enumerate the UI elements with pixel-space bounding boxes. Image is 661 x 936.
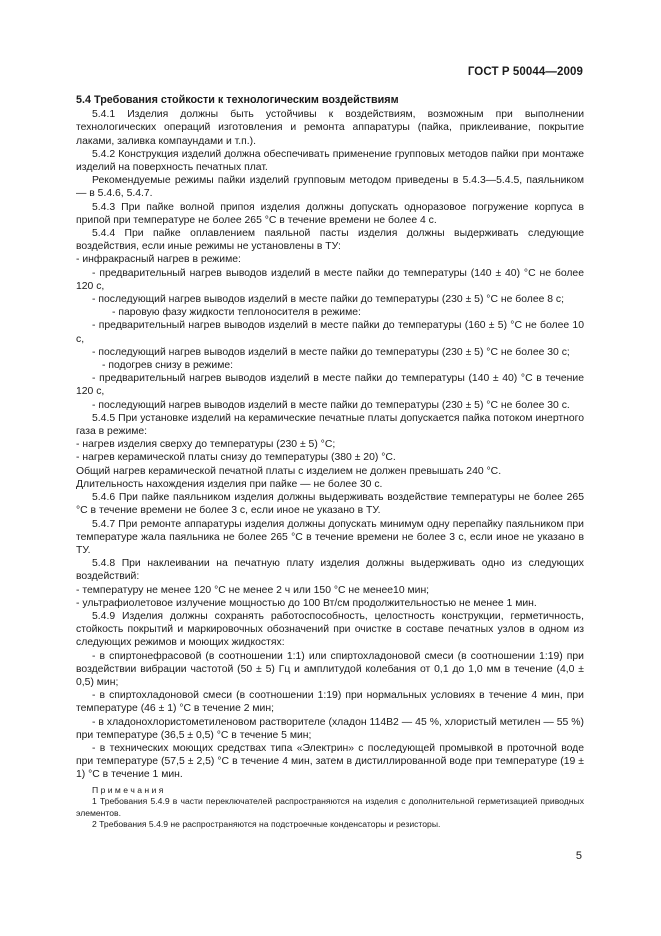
list-item-preheat-infrared: - предварительный нагрев выводов изделий в месте пайки до температуры (140 ± 40) °С не более 120 с, <box>76 267 584 292</box>
paragraph-5-4-9: 5.4.9 Изделия должны сохранять работоспособность, целостность конструкции, герметичность, стойкость покрытий и маркировочных обозначений при очистке в составе печатных узлов в одном из следующих режимов и моющих жидкостях: <box>76 610 584 649</box>
note-item: 1 Требования 5.4.9 в части переключателей распространяются на изделия с дополнительной герметизацией приводных элементов. <box>76 796 584 818</box>
list-item-preheat-vapor: - предварительный нагрев выводов изделий в месте пайки до температуры (160 ± 5) °С не более 10 с, <box>76 320 584 345</box>
list-item-technical-detergents: - в технических моющих средствах типа «Электрин» с последующей промывкой в проточной воде при температуре (57,5 ± 2,5) °С в течение 4 мин, затем в дистиллированной воде при температуре (19 ± 1) °С в течение 1 мин. <box>76 742 584 781</box>
paragraph-recommended-modes: Рекомендуемые режимы пайки изделий групповым методом приведены в 5.4.3—5.4.5, паяльником — в 5.4.6, 5.4.7. <box>76 175 584 200</box>
list-item-alcohol-freon-mix: - в спиртохладоновой смеси (в соотношении 1:19) при нормальных условиях в течение 4 мин, при температуре (46 ± 1) °С в течение 2 мин; <box>76 690 584 715</box>
paragraph-5-4-5: 5.4.5 При установке изделий на керамические печатные платы допускается пайка потоком инертного газа в режиме: <box>76 412 584 438</box>
paragraph-5-4-4: 5.4.4 При пайке оплавлением паяльной пасты изделия должны выдерживать следующие воздействия, если иные режимы не установлены в ТУ: <box>76 228 584 253</box>
notes-heading: П р и м е ч а н и я <box>92 784 164 795</box>
list-item-infrared: - инфракрасный нагрев в режиме: <box>76 254 241 266</box>
document-id-header: ГОСТ Р 50044—2009 <box>467 66 583 78</box>
list-item-postheat-vapor: - последующий нагрев выводов изделий в месте пайки до температуры (230 ± 5) °С не более 30 с; <box>92 346 570 358</box>
paragraph-5-4-1: 5.4.1 Изделия должны быть устойчивы к воздействиям, возможным при выполнении технологических операций изготовления и ремонта аппаратуры (пайка, приклеивание, покрытие лаками, заливка компаундами и т.п.). <box>76 109 584 147</box>
list-item-top-heating: - нагрев изделия сверху до температуры (230 ± 5) °С; <box>76 439 336 451</box>
list-item-bottom-heating: - подогрев снизу в режиме: <box>102 360 233 372</box>
list-item-temperature-curing: - температуру не менее 120 °С не менее 2 ч или 150 °С не менее10 мин; <box>76 584 430 596</box>
page-number: 5 <box>575 850 582 862</box>
paragraph-5-4-3: 5.4.3 При пайке волной припоя изделия должны допускать одноразовое погружение корпуса в припой при температуре не более 265 °С в течение времени не более 4 с. <box>76 201 584 226</box>
list-item-preheat-bottom: - предварительный нагрев выводов изделий в месте пайки до температуры (140 ± 40) °С в течение 120 с, <box>76 373 584 398</box>
list-item-freon-methylene-solvent: - в хладонохлористометиленовом растворителе (хладон 114В2 — 45 %, хлористый метилен — 55 %) при температуре (36,5 ± 0,5) °С в течение 5 мин; <box>76 716 584 741</box>
paragraph-total-heating: Общий нагрев керамической печатной платы с изделием не должен превышать 240 °С. <box>76 465 502 477</box>
paragraph-5-4-8: 5.4.8 При наклеивании на печатную плату изделия должны выдерживать одно из следующих воздействий: <box>76 558 584 583</box>
paragraph-5-4-7: 5.4.7 При ремонте аппаратуры изделия должны допускать минимум одну перепайку паяльником при температуре жала паяльника не более 265 °С в течение времени не более 3 с, если иное не указано в ТУ. <box>76 518 584 556</box>
section-title: 5.4 Требования стойкости к технологическим воздействиям <box>76 94 399 106</box>
paragraph-5-4-2: 5.4.2 Конструкция изделий должна обеспечивать применение групповых методов пайки при монтаже изделий на поверхность печатных плат. <box>76 148 584 174</box>
list-item-postheat-bottom: - последующий нагрев выводов изделий в месте пайки до температуры (230 ± 5) °С не более 30 с. <box>92 399 570 411</box>
notes-block <box>76 785 584 831</box>
note-item: 2 Требования 5.4.9 не распространяются на подстроечные конденсаторы и резисторы. <box>92 819 441 830</box>
list-item-uv-curing: - ультрафиолетовое излучение мощностью до 100 Вт/см продолжительностью не менее 1 мин. <box>76 597 537 609</box>
list-item-postheat-infrared: - последующий нагрев выводов изделий в месте пайки до температуры (230 ± 5) °С не более 8 с; <box>92 294 565 306</box>
list-item-vapor-phase: - паровую фазу жидкости теплоносителя в режиме: <box>112 307 361 319</box>
list-item-alcohol-nefras-mix: - в спиртонефрасовой (в соотношении 1:1) или спиртохладоновой смеси (в соотношении 1:19) при воздействии вибрации частотой (50 ± 5) Гц и амплитудой колебания от 0,1 до 1,0 мм в течение (4,0 ± 0,5) мин; <box>76 650 584 688</box>
paragraph-soldering-duration: Длительность нахождения изделия при пайке — не более 30 с. <box>76 478 383 490</box>
list-item-ceramic-board-heating: - нагрев керамической платы снизу до температуры (380 ± 20) °С. <box>76 452 396 464</box>
document-body <box>76 94 584 831</box>
paragraph-5-4-6: 5.4.6 При пайке паяльником изделия должны выдерживать воздействие температуры не более 265 °С в течение времени не более 3 с, если иное не указано в ТУ. <box>76 492 584 517</box>
